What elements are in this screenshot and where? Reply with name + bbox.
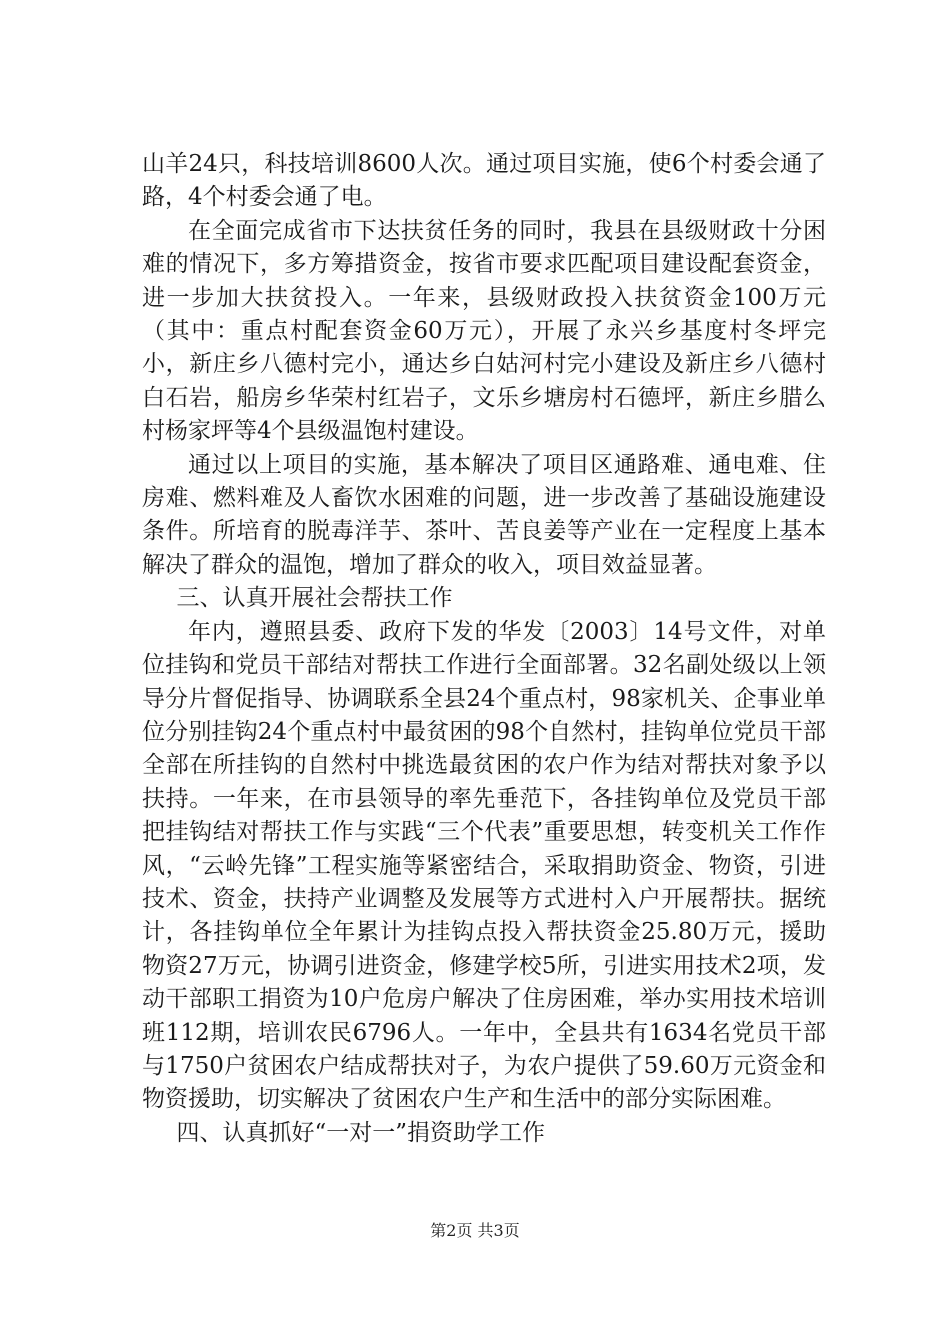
paragraph-continued: 山羊24只，科技培训8600人次。通过项目实施，使6个村委会通了路，4个村委会通了电。: [142, 151, 826, 211]
paragraph-project-results: 通过以上项目的实施，基本解决了项目区通路难、通电难、住房难、燃料难及人畜饮水困难的问题，进一步改善了基础设施建设条件。所培育的脱毒洋芋、茶叶、苦良姜等产业在一定程度上基本解决了群众的温饱，增加了群众的收入，项目效益显著。: [142, 451, 826, 578]
paragraph-social-aid: 年内，遵照县委、政府下发的华发〔2003〕14号文件，对单位挂钩和党员干部结对帮扶工作进行全面部署。32名副处级以上领导分片督促指导、协调联系全县24个重点村，98家机关、企事业单位分别挂钩24个重点村中最贫困的98个自然村，挂钩单位党员干部全部在所挂钩的自然村中挑选最贫困的农户作为结对帮扶对象予以扶持。一年来，在市县领导的率先垂范下，各挂钩单位及党员干部把挂钩结对帮扶工作与实践“三个代表”重要思想，转变机关工作作风，“云岭先锋”工程实施等紧密结合，采取捐助资金、物资，引进技术、资金，扶持产业调整及发展等方式进村入户开展帮扶。据统计，各挂钩单位全年累计为挂钩点投入帮扶资金25.80万元，援助物资27万元，协调引进资金，修建学校5所，引进实用技术2项，发动干部职工捐资为10户危房户解决了住房困难，举办实用技术培训班112期，培训农民6796人。一年中，全县共有1634名党员干部与1750户贫困农户结成帮扶对子，为农户提供了59.60万元资金和物资援助，切实解决了贫困农户生产和生活中的部分实际困难。: [142, 618, 826, 1113]
document-body: [142, 148, 826, 1150]
section-heading-social-aid: 三、认真开展社会帮扶工作: [176, 585, 453, 612]
page-footer: [0, 1218, 950, 1241]
section-heading-education-aid: 四、认真抓好“一对一”捐资助学工作: [176, 1119, 546, 1146]
paragraph-county-funding: 在全面完成省市下达扶贫任务的同时，我县在县级财政十分困难的情况下，多方筹措资金，按省市要求匹配项目建设配套资金，进一步加大扶贫投入。一年来，县级财政投入扶贫资金100万元（其中：重点村配套资金60万元），开展了永兴乡基度村冬坪完小，新庄乡八德村完小，通达乡白姑河村完小建设及新庄乡八德村白石岩，船房乡华荣村红岩子，文乐乡塘房村石德坪，新庄乡腊么村杨家坪等4个县级温饱村建设。: [142, 217, 826, 445]
page-number-label: 第2页 共3页: [430, 1221, 520, 1240]
